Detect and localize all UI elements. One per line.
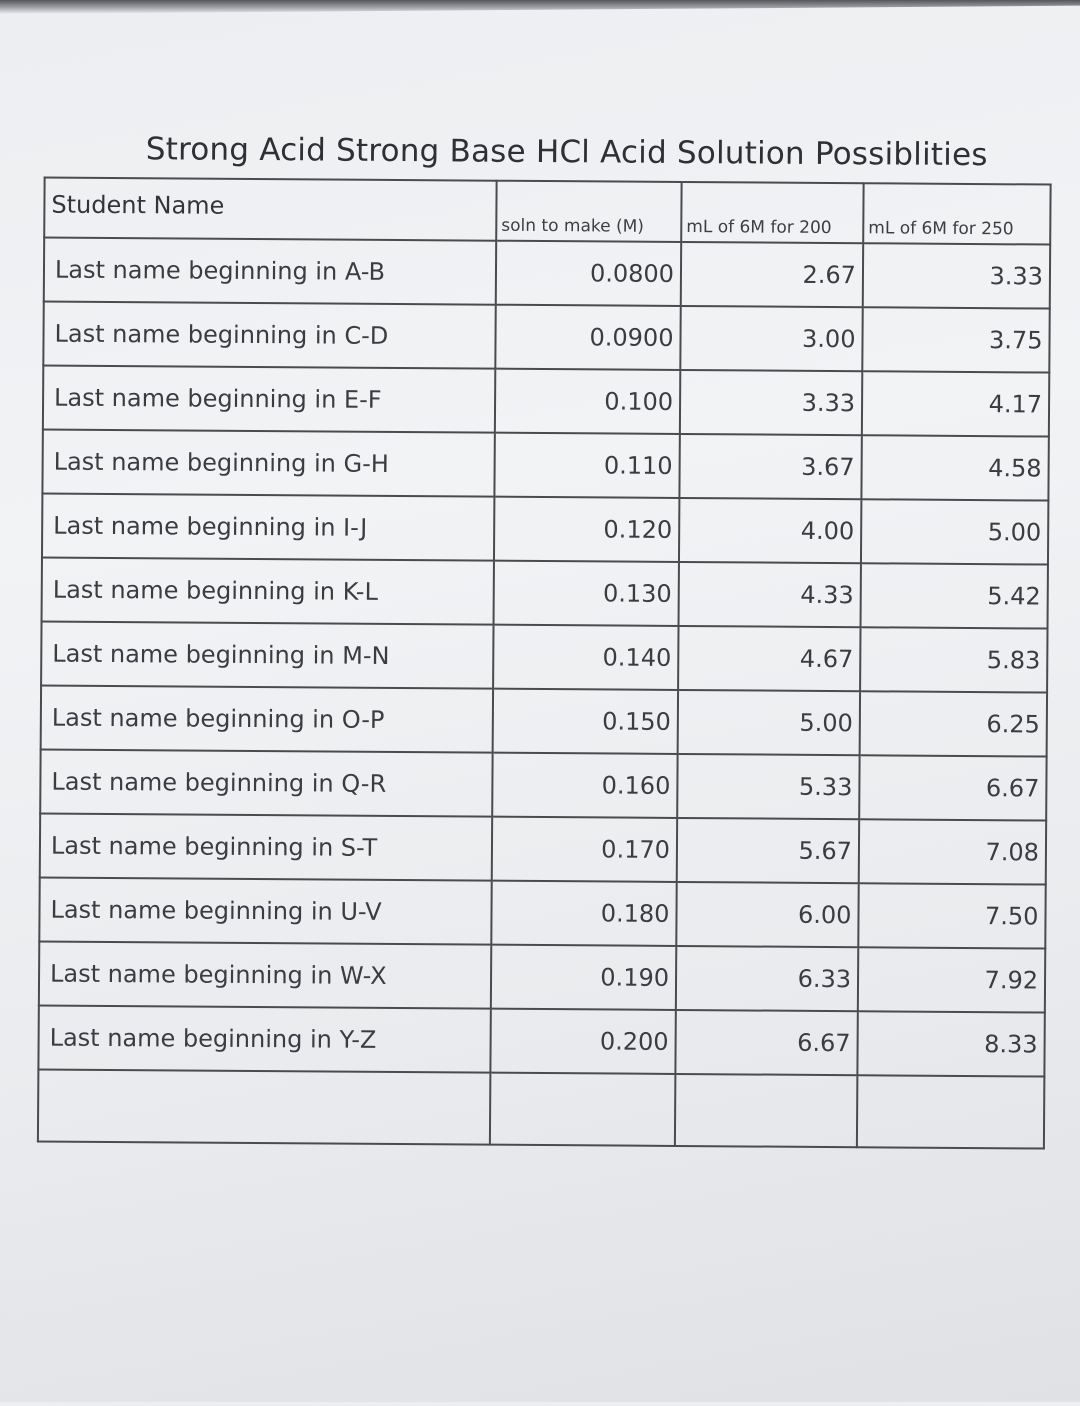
header-soln-to-make: soln to make (M)	[496, 181, 681, 242]
table-row	[39, 878, 1045, 949]
header-ml-for-200: mL of 6M for 200	[681, 182, 863, 243]
ml-250-cell: 4.17	[862, 371, 1049, 436]
ml-200-cell: 3.00	[680, 306, 862, 371]
student-name-cell: Last name beginning in K-L	[42, 558, 494, 625]
student-name-cell: Last name beginning in A-B	[44, 238, 496, 305]
ml-250-cell: 5.83	[860, 627, 1047, 692]
student-name-cell: Last name beginning in Q-R	[40, 750, 492, 817]
student-name-cell: Last name beginning in Y-Z	[38, 1006, 490, 1073]
student-name-cell: Last name beginning in G-H	[42, 430, 494, 497]
table-row	[41, 622, 1047, 693]
molarity-cell: 0.150	[493, 689, 678, 754]
table-header-row	[44, 178, 1050, 245]
ml-250-cell: 6.67	[859, 755, 1046, 820]
table-row	[42, 558, 1048, 629]
ml-250-cell: 6.25	[860, 691, 1047, 756]
molarity-cell: 0.130	[494, 561, 679, 626]
student-name-cell: Last name beginning in U-V	[39, 878, 491, 945]
student-name-cell: Last name beginning in I-J	[42, 494, 494, 561]
ml-250-cell: 7.08	[859, 819, 1046, 884]
molarity-cell: 0.160	[492, 753, 677, 818]
ml-250-cell: 8.33	[857, 1011, 1044, 1076]
ml-200-cell: 5.67	[677, 818, 859, 883]
ml-200-cell: 5.00	[678, 690, 860, 755]
solution-table	[37, 177, 1052, 1150]
molarity-cell: 0.110	[494, 433, 679, 498]
empty-cell	[490, 1073, 675, 1146]
ml-250-cell: 5.00	[861, 499, 1048, 564]
ml-250-cell: 3.75	[862, 307, 1049, 372]
ml-200-cell: 3.67	[679, 434, 861, 499]
ml-250-cell: 4.58	[861, 435, 1048, 500]
ml-200-cell: 4.00	[679, 498, 861, 563]
molarity-cell: 0.100	[495, 369, 680, 434]
empty-row	[38, 1070, 1044, 1149]
ml-200-cell: 6.00	[676, 882, 858, 947]
ml-250-cell: 5.42	[861, 563, 1048, 628]
table-row	[40, 750, 1046, 821]
molarity-cell: 0.140	[493, 625, 678, 690]
empty-cell	[857, 1075, 1044, 1148]
molarity-cell: 0.0900	[495, 305, 680, 370]
molarity-cell: 0.200	[490, 1009, 675, 1074]
ml-200-cell: 6.67	[675, 1010, 857, 1075]
ml-250-cell: 3.33	[863, 243, 1050, 308]
table-row	[42, 430, 1048, 501]
table-row	[40, 814, 1046, 885]
header-ml-for-250: mL of 6M for 250	[863, 183, 1050, 244]
ml-200-cell: 2.67	[681, 242, 863, 307]
student-name-cell: Last name beginning in E-F	[43, 366, 495, 433]
molarity-cell: 0.120	[494, 497, 679, 562]
ml-200-cell: 3.33	[680, 370, 862, 435]
header-student-name: Student Name	[44, 178, 496, 241]
table-row	[41, 686, 1047, 757]
table-row	[38, 1006, 1044, 1077]
page-title: Strong Acid Strong Base HCl Acid Solution Possiblities	[145, 131, 988, 174]
ml-250-cell: 7.92	[858, 947, 1045, 1012]
table-row	[43, 366, 1049, 437]
molarity-cell: 0.180	[491, 881, 676, 946]
molarity-cell: 0.190	[491, 945, 676, 1010]
table-row	[39, 942, 1045, 1013]
student-name-cell: Last name beginning in C-D	[43, 302, 495, 369]
ml-200-cell: 4.67	[678, 626, 860, 691]
table-row	[43, 302, 1049, 373]
student-name-cell: Last name beginning in O-P	[41, 686, 493, 753]
student-name-cell: Last name beginning in W-X	[39, 942, 491, 1009]
ml-200-cell: 5.33	[677, 754, 859, 819]
ml-200-cell: 4.33	[679, 562, 861, 627]
molarity-cell: 0.170	[492, 817, 677, 882]
table-row	[42, 494, 1048, 565]
ml-200-cell: 6.33	[676, 946, 858, 1011]
ml-250-cell: 7.50	[858, 883, 1045, 948]
student-name-cell: Last name beginning in S-T	[40, 814, 492, 881]
empty-cell	[38, 1070, 490, 1145]
empty-cell	[675, 1074, 857, 1147]
student-name-cell: Last name beginning in M-N	[41, 622, 493, 689]
molarity-cell: 0.0800	[496, 241, 681, 306]
table-row	[44, 238, 1050, 309]
